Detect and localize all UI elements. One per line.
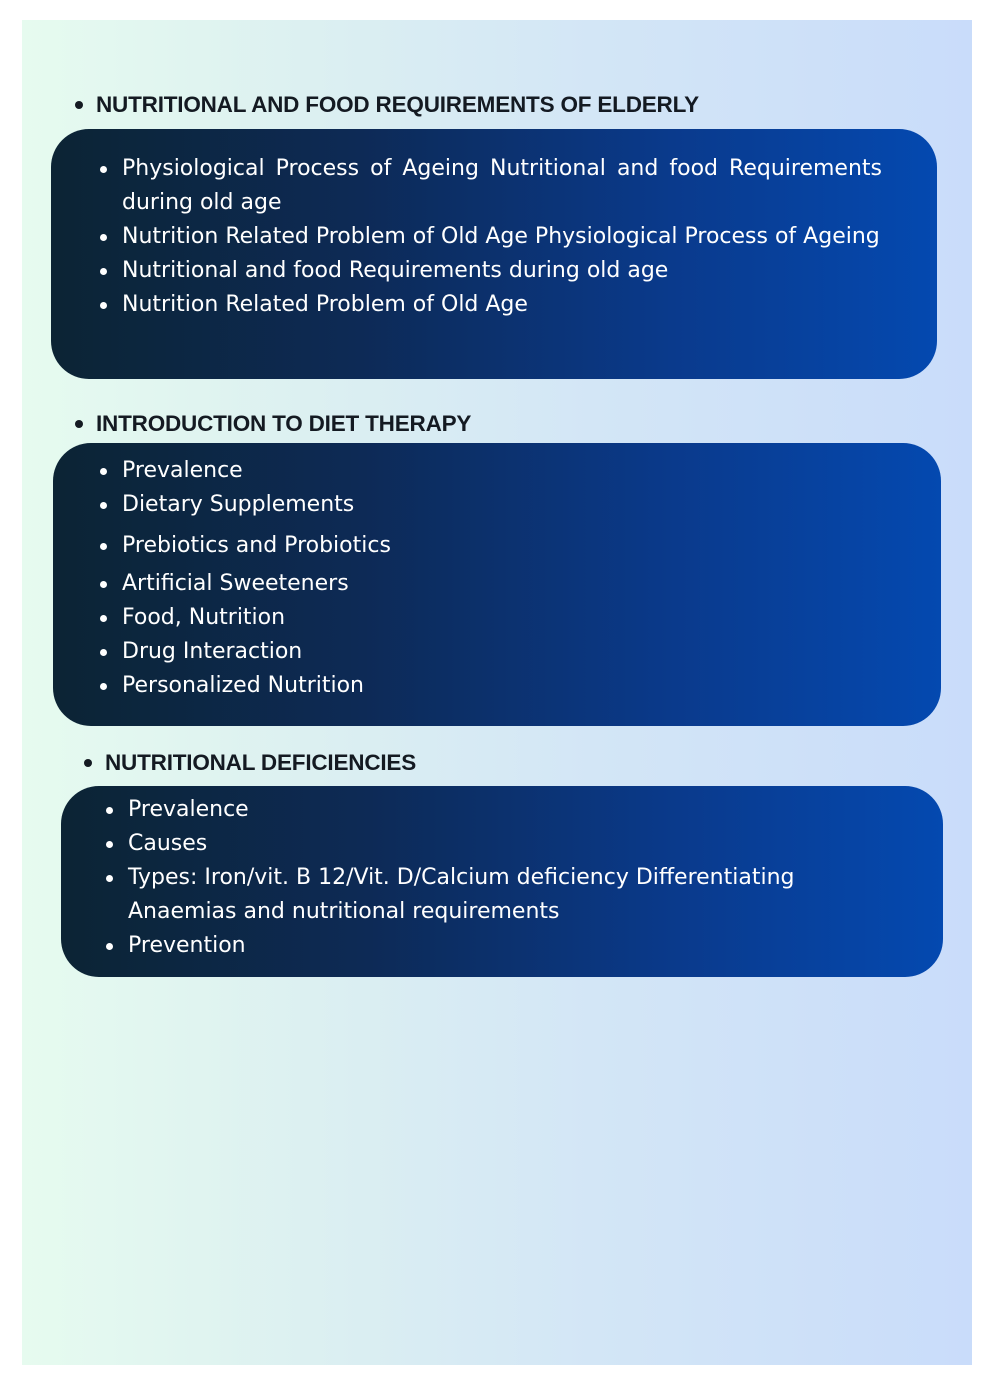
heading-bullet <box>84 759 92 767</box>
list-item: Physiological Process of Ageing Nutritional and food Requirements during old age <box>98 152 882 220</box>
bullet-icon <box>106 943 113 950</box>
bullet-icon <box>106 807 113 814</box>
heading-text: INTRODUCTION TO DIET THERAPY <box>96 411 472 436</box>
bullet-icon <box>100 234 107 241</box>
section-heading-deficiencies <box>84 750 416 776</box>
bullet-icon <box>100 649 107 656</box>
list-item: Types: Iron/vit. B 12/Vit. D/Calcium deficiency Differentiating Anaemias and nutritional requirements <box>104 861 818 929</box>
bullet-icon <box>100 683 107 690</box>
list-item: Causes <box>104 827 903 861</box>
bullet-icon <box>100 302 107 309</box>
item-list <box>98 454 901 703</box>
bullet-icon <box>100 581 107 588</box>
list-item: Nutritional and food Requirements during old age <box>98 254 882 288</box>
list-item: Drug Interaction <box>98 635 901 669</box>
bullet-icon <box>106 875 113 882</box>
heading-bullet <box>75 101 83 109</box>
item-list <box>104 793 903 963</box>
list-item: Food, Nutrition <box>98 601 901 635</box>
bullet-icon <box>100 268 107 275</box>
list-item: Prebiotics and Probiotics <box>98 529 901 563</box>
bullet-icon <box>106 841 113 848</box>
item-list <box>98 152 882 322</box>
list-item: Prevalence <box>98 454 901 488</box>
list-item: Nutrition Related Problem of Old Age <box>98 288 882 322</box>
bullet-icon <box>100 543 107 550</box>
bullet-icon <box>100 615 107 622</box>
list-item: Artificial Sweeteners <box>98 567 901 601</box>
heading-bullet <box>75 420 83 428</box>
list-item: Prevalence <box>104 793 903 827</box>
list-item: Dietary Supplements <box>98 488 901 522</box>
heading-text: NUTRITIONAL DEFICIENCIES <box>105 750 417 775</box>
list-item: Personalized Nutrition <box>98 669 901 703</box>
list-item: Prevention <box>104 929 903 963</box>
list-item: Nutrition Related Problem of Old Age Physiological Process of Ageing <box>98 220 882 254</box>
page-background <box>22 20 972 1365</box>
heading-text: NUTRITIONAL AND FOOD REQUIREMENTS OF ELDERLY <box>96 92 699 117</box>
bullet-icon <box>100 468 107 475</box>
panel-diet-therapy <box>53 443 941 726</box>
bullet-icon <box>100 502 107 509</box>
panel-deficiencies <box>61 786 943 977</box>
section-heading-diet-therapy <box>75 411 471 437</box>
section-heading-elderly <box>75 92 699 118</box>
panel-elderly <box>51 129 937 379</box>
bullet-icon <box>100 166 107 173</box>
